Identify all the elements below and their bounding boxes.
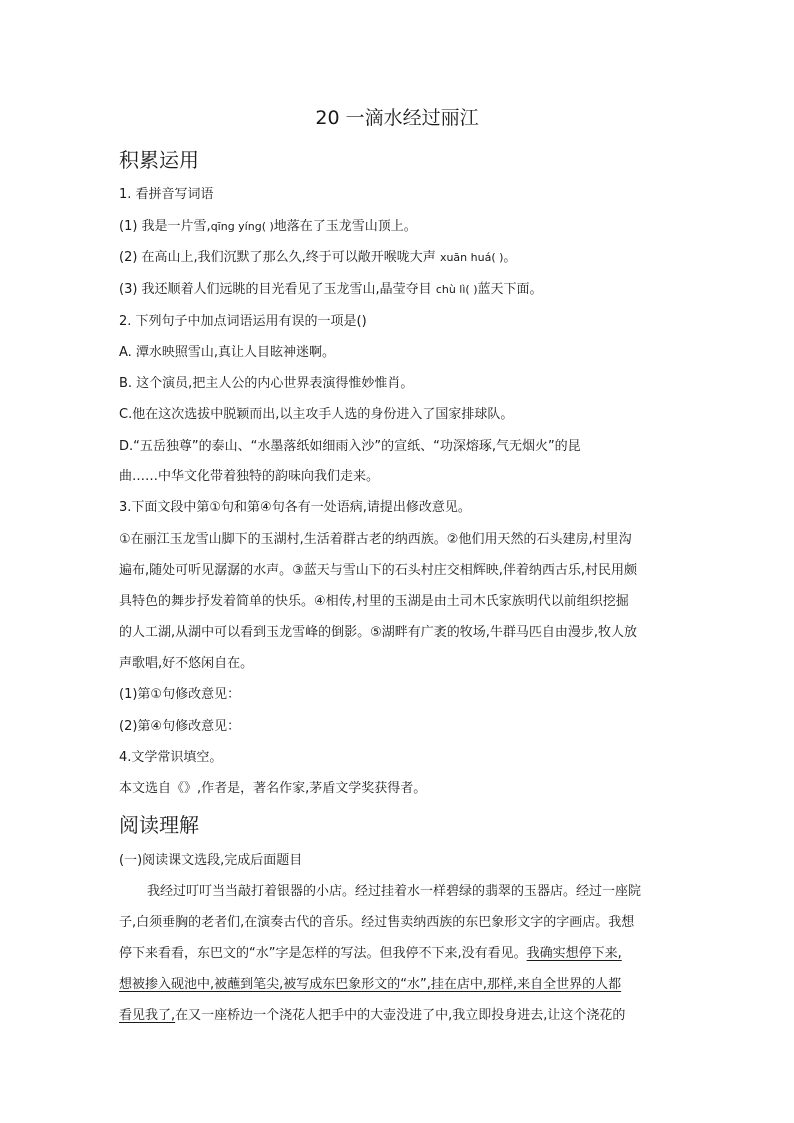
question-3-answer-2: (2)第④句修改意见：: [119, 719, 241, 734]
reading-passage-line-5: [119, 1007, 625, 1025]
question-3-passage-line-3: 具特色的舞步抒发着简单的快乐。④相传,村里的玉湖是由土司木氏家族明代以前组织挖掘: [119, 594, 629, 609]
question-2-stem: 2. 下列句子中加点词语运用有误的一项是(): [119, 314, 367, 329]
question-3-passage-line-1: ①在丽江玉龙雪山脚下的玉湖村,生活着群古老的纳西族。②他们用天然的石头建房,村里沟: [119, 532, 632, 547]
question-4-stem: 4.文学常识填空。: [119, 750, 223, 765]
reading-passage-line-1: 我经过叮叮当当敲打着银器的小店。经过挂着水一样碧绿的翡翠的玉器店。经过一座院: [147, 884, 642, 899]
section-heading-accumulation: 积累运用: [119, 148, 199, 172]
question-3-passage-line-5: 声歌唱,好不悠闲自在。: [119, 656, 254, 671]
question-1-item-2: [119, 249, 516, 267]
item-1-pinyin: qīng yíng( ): [210, 220, 274, 233]
question-3-passage-line-2: 遍布,随处可听见潺潺的水声。③蓝天与雪山下的石头村庄交相辉映,伴着纳西古乐,村民用颇: [119, 563, 638, 578]
question-1-item-3: [119, 281, 543, 299]
question-4-text: 本文选自《》,作者是，著名作家,茅盾文学奖获得者。: [119, 781, 427, 796]
item-2-prefix: (2) 在高山上,我们沉默了那么久,终于可以敞开喉咙大声: [119, 250, 440, 265]
question-2-option-d-line-2: 曲……中华文化带着独特的韵味向我们走来。: [119, 469, 380, 484]
reading-line-5-plain: 在又一座桥边一个浇花人把手中的大壶没进了中,我立即投身进去,让这个浇花的: [175, 1008, 626, 1023]
question-2-option-b: B. 这个演员,把主人公的内心世界表演得惟妙惟肖。: [119, 376, 414, 391]
item-1-prefix: (1) 我是一片雪,: [119, 219, 211, 234]
item-2-pinyin: xuān huá( ): [439, 251, 504, 264]
section-heading-reading: 阅读理解: [119, 813, 199, 837]
question-3-passage-line-4: 的人工湖,从湖中可以看到玉龙雪峰的倒影。⑤湖畔有广袤的牧场,牛群马匹自由漫步,牧人放: [119, 625, 638, 640]
question-3-stem: 3.下面文段中第①句和第④句各有一处语病,请提出修改意见。: [119, 500, 471, 515]
question-1-item-1: [119, 218, 417, 236]
item-3-pinyin: chù lì( ): [435, 283, 478, 296]
reading-line-3-plain: 停下来看看，东巴文的“水”字是怎样的写法。但我停不下来,没有看见。: [119, 946, 527, 961]
reading-line-3-underlined: 我确实想停下来,: [526, 946, 622, 961]
reading-passage-line-3: [119, 945, 622, 963]
question-3-answer-1: (1)第①句修改意见：: [119, 687, 241, 702]
question-2-option-c: C.他在这次选拔中脱颖而出,以主攻手人选的身份进入了国家排球队。: [119, 407, 514, 422]
reading-passage-line-4: 想被掺入砚池中,被蘸到笔尖,被写成东巴象形文的“水”,挂在店中,那样,来自全世界的人都: [119, 977, 622, 992]
reading-line-5-underlined: 看见我了,: [119, 1008, 176, 1023]
question-2-option-a: A. 潭水映照雪山,真让人目眩神迷啊。: [119, 345, 336, 360]
item-3-suffix: 蓝天下面。: [477, 282, 543, 297]
reading-stem: (一)阅读课文选段,完成后面题目: [119, 853, 303, 868]
item-2-suffix: 。: [503, 250, 517, 265]
question-2-option-d-line-1: D.“五岳独尊”的泰山、“水墨落纸如细雨入沙”的宣纸、“功深熔琢,气无烟火”的昆: [119, 439, 581, 454]
question-1-stem: 1. 看拼音写词语: [119, 187, 214, 202]
reading-passage-line-2: 子,白须垂胸的老者们,在演奏古代的音乐。经过售卖纳西族的东巴象形文字的字画店。我想: [119, 915, 635, 930]
page-title: 20 一滴水经过丽江: [315, 107, 479, 129]
item-3-prefix: (3) 我还顺着人们远眺的目光看见了玉龙雪山,晶莹夺目: [119, 282, 436, 297]
item-1-suffix: 地落在了玉龙雪山顶上。: [273, 219, 417, 234]
